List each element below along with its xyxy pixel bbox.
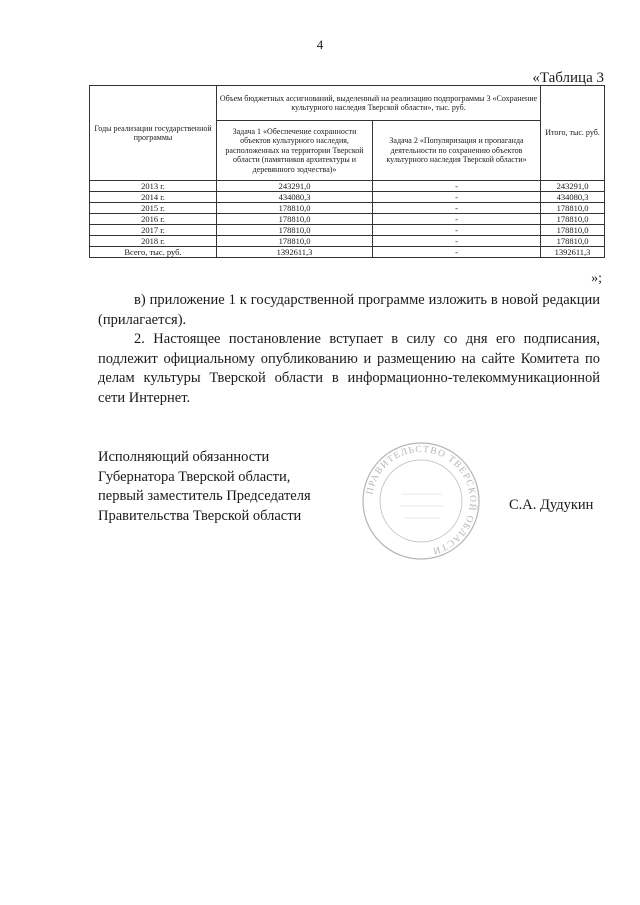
- signer-line: Правительства Тверской области: [98, 507, 302, 524]
- cell-year: Всего, тыс. руб.: [90, 247, 217, 258]
- table-caption: «Таблица 3: [532, 70, 604, 86]
- cell-task-1: 434080,3: [217, 192, 373, 203]
- table-row: [90, 236, 605, 247]
- header-years: Годы реализации государственной программы: [90, 86, 217, 181]
- table-row: [90, 247, 605, 258]
- cell-year: 2013 г.: [90, 181, 217, 192]
- cell-total: 178810,0: [541, 203, 605, 214]
- cell-total: 434080,3: [541, 192, 605, 203]
- cell-total: 178810,0: [541, 236, 605, 247]
- header-total: Итого, тыс. руб.: [541, 86, 605, 181]
- cell-task-1: 1392611,3: [217, 247, 373, 258]
- signer-line: Губернатора Тверской области,: [98, 468, 291, 485]
- cell-task-2: -: [373, 236, 541, 247]
- cell-year: 2016 г.: [90, 214, 217, 225]
- body-text: [98, 291, 600, 408]
- header-task-2: Задача 2 «Популяризация и пропаганда деятельности по сохранению объектов культурного наследия Тверской области»: [373, 121, 541, 181]
- cell-task-2: -: [373, 225, 541, 236]
- cell-task-2: -: [373, 192, 541, 203]
- signer-line: первый заместитель Председателя: [98, 488, 311, 504]
- paragraph: в) приложение 1 к государственной программе изложить в новой редакции (прилагается).: [98, 292, 600, 328]
- paragraph: 2. Настоящее постановление вступает в силу со дня его подписания, подлежит официальному опубликованию и размещению на сайте Комитета по делам культуры Тверской области в информационно-телекоммуникационной сети Интернет.: [98, 331, 600, 406]
- cell-year: 2017 г.: [90, 225, 217, 236]
- cell-year: 2018 г.: [90, 236, 217, 247]
- cell-task-1: 243291,0: [217, 181, 373, 192]
- table-row: [90, 214, 605, 225]
- header-span: Объем бюджетных ассигнований, выделенный на реализацию подпрограммы 3 «Сохранение культурного наследия Тверской области», тыс. руб.: [217, 86, 541, 121]
- page-number: 4: [316, 37, 324, 52]
- closing-quote: »;: [591, 271, 602, 286]
- signer-line: Исполняющий обязанности: [98, 449, 270, 465]
- cell-task-1: 178810,0: [217, 225, 373, 236]
- cell-task-2: -: [373, 247, 541, 258]
- signer-block: [98, 448, 311, 526]
- cell-task-2: -: [373, 214, 541, 225]
- cell-total: 178810,0: [541, 225, 605, 236]
- official-seal-stamp: [360, 440, 482, 562]
- signer-name: С.А. Дудукин: [509, 497, 594, 513]
- cell-task-2: -: [373, 181, 541, 192]
- cell-total: 1392611,3: [541, 247, 605, 258]
- cell-task-1: 178810,0: [217, 203, 373, 214]
- budget-table: [89, 85, 605, 258]
- cell-task-1: 178810,0: [217, 214, 373, 225]
- cell-total: 243291,0: [541, 181, 605, 192]
- cell-year: 2014 г.: [90, 192, 217, 203]
- cell-task-2: -: [373, 203, 541, 214]
- table-row: [90, 225, 605, 236]
- svg-text:ПРАВИТЕЛЬСТВО ТВЕРСКОЙ ОБЛАСТИ: ПРАВИТЕЛЬСТВО ТВЕРСКОЙ ОБЛАСТИ: [365, 444, 478, 556]
- table-row: [90, 203, 605, 214]
- cell-year: 2015 г.: [90, 203, 217, 214]
- cell-task-1: 178810,0: [217, 236, 373, 247]
- table-row: [90, 181, 605, 192]
- table-row: [90, 192, 605, 203]
- cell-total: 178810,0: [541, 214, 605, 225]
- header-task-1: Задача 1 «Обеспечение сохранности объектов культурного наследия, расположенных на территории Тверской области (памятников архитектуры и деревянного зодчества)»: [217, 121, 373, 181]
